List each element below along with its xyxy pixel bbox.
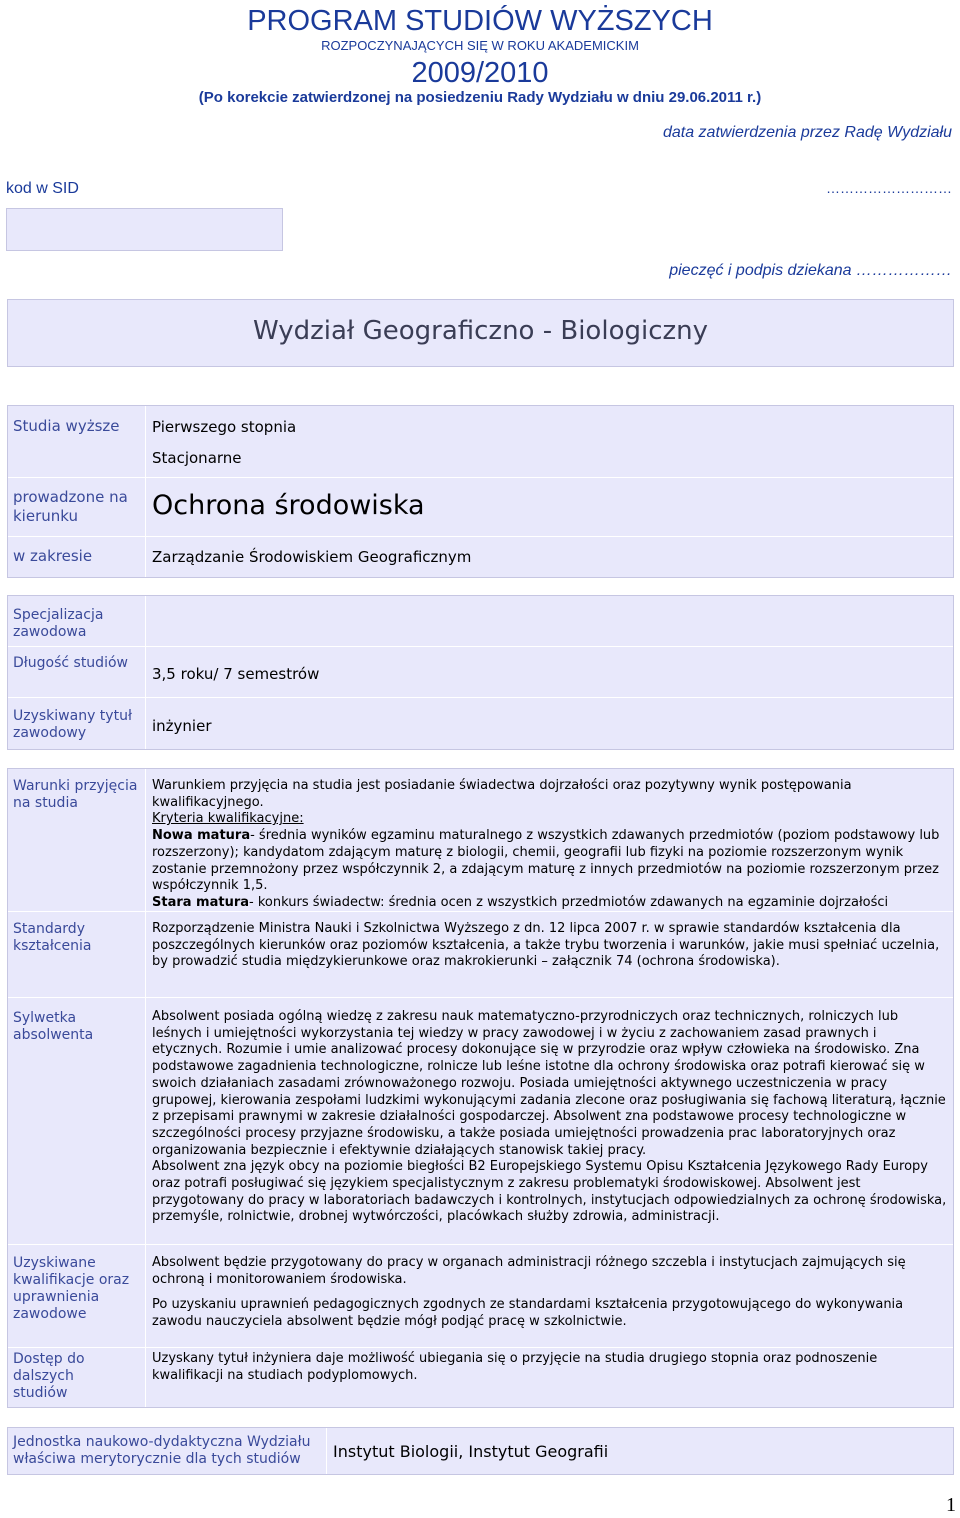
qualifications-paragraph-2: Po uzyskaniu uprawnień pedagogicznych zgodnych ze standardami kształcenia przygotowującego do wykonywania zawodu nauczyciela absolwent będzie mógł podjąć pracę w szkolnictwie. xyxy=(152,1297,904,1330)
correction-note: (Po korekcie zatwierdzonej na posiedzeniu Rady Wydziału w dniu 29.06.2011 r.) xyxy=(198,89,762,106)
program-title: PROGRAM STUDIÓW WYŻSZYCH xyxy=(247,5,713,37)
program-subtitle: ROZPOCZYNAJĄCYCH SIĘ W ROKU AKADEMICKIM xyxy=(321,38,639,53)
admission-text xyxy=(152,778,948,912)
further-studies-label: Dostęp do dalszych studiów xyxy=(13,1351,85,1401)
criteria-heading: Kryteria kwalifikacyjne: xyxy=(152,811,304,827)
new-matura-text: - średnia wyników egzaminu maturalnego z wszystkich zdawanych przedmiotów (poziom podstawowy lub rozszerzony); kandydatom zdającym maturę z biologii, chemii, geografii lub fizyki na poziomie rozszerzonym wynik zostanie przemnożony przez współczynnik 2, a zdającym maturę z innych przedmiotów na poziomie rozszerzonym przez współczynnik 1,5. xyxy=(152,828,940,894)
study-mode: Stacjonarne xyxy=(152,449,242,467)
major-name: Ochrona środowiska xyxy=(152,490,425,521)
sid-code-label: kod w SID xyxy=(6,180,79,197)
graduate-profile-text xyxy=(152,1009,948,1226)
admission-label: Warunki przyjęcia na studia xyxy=(13,778,138,811)
sid-code-field xyxy=(6,208,283,251)
specialization-box xyxy=(7,595,954,750)
faculty-box xyxy=(7,299,954,367)
unit-value: Instytut Biologii, Instytut Geografii xyxy=(333,1442,609,1461)
scope-name: Zarządzanie Środowiskiem Geograficznym xyxy=(152,548,472,566)
graduate-paragraph-1: Absolwent posiada ogólną wiedzę z zakresu nauk matematyczno-przyrodniczych oraz technicznych, rolniczych lub leśnych i umiejętności wykorzystania tej wiedzy w pracy zawodowej i w życiu z zachowaniem zasad prawnych i etycznych. Rozumie i umie analizować procesy dokonujące się w przyrodzie oraz wpływ człowieka na środowisko. Zna podstawowe zagadnienia technologiczne, rolnicze lub leśne istotne dla ochrony środowiska oraz potrafi kierować się w swoich działaniach zasadami zrównoważonego rozwoju. Posiada umiejętności aktywnego uczestniczenia w pracy grupowej, kierowania zespołami ludzkimi wykonującymi zadania zlecone oraz posługiwania się fachową literaturą, łącznie z przepisami prawnymi w zakresie działalności gospodarczej. Absolwent zna podstawowe procesy technologiczne w szczególności procesy przyjazne środowisku, a także posiada umiejętności prowadzenia prac laboratoryjnych oraz organizowania bezpiecznie i efektywnie działających stanowisk takiej pracy. xyxy=(152,1009,946,1158)
duration-label: Długość studiów xyxy=(13,655,128,671)
duration-value: 3,5 roku/ 7 semestrów xyxy=(152,665,320,683)
qualifications-paragraph-1: Absolwent będzie przygotowany do pracy w organach administracji różnego szczebla i instytucjach zajmujących się ochroną i monitorowaniem środowiska. xyxy=(152,1255,906,1287)
approval-date-label: data zatwierdzenia przez Radę Wydziału xyxy=(662,124,952,141)
graduate-paragraph-2: Absolwent zna język obcy na poziomie biegłości B2 Europejskiego Systemu Opisu Kształcenia Językowego Rady Europy oraz potrafi posługiwać się językiem specjalistycznym z zakresu problematyki środowiskowej. Absolwent jest przygotowany do pracy w laboratoriach badawczych i kontrolnych, instytucjach odpowiedzialnych za ochronę środowiska, przemyśle, rolnictwie, drobnej wytwórczości, placówkach służby zdrowia, administracji. xyxy=(152,1159,947,1225)
study-level: Pierwszego stopnia xyxy=(152,418,297,436)
study-info-box xyxy=(7,405,954,578)
graduate-profile-label: Sylwetka absolwenta xyxy=(13,1010,94,1043)
major-label: prowadzone na kierunku xyxy=(13,488,128,525)
studies-label: Studia wyższe xyxy=(13,417,120,435)
admission-intro: Warunkiem przyjęcia na studia jest posiadanie świadectwa dojrzałości oraz pozytywny wynik postępowania kwalifikacyjnego. xyxy=(152,778,852,810)
faculty-name: Wydział Geograficzno - Biologiczny xyxy=(252,316,709,346)
qualifications-text xyxy=(152,1255,948,1331)
details-box xyxy=(7,768,954,1408)
dean-stamp-label: pieczęć i podpis dziekana ……………… xyxy=(669,262,952,279)
approval-date-placeholder: ……………………… xyxy=(826,180,952,196)
standards-label: Standardy kształcenia xyxy=(13,921,92,954)
old-matura-text: - konkurs świadectw: średnia ocen z wszystkich przedmiotów zdawanych na egzaminie dojrzałości xyxy=(249,894,889,910)
academic-year: 2009/2010 xyxy=(411,57,549,89)
further-studies-text: Uzyskany tytuł inżyniera daje możliwość ubiegania się o przyjęcie na studia drugiego stopnia oraz podnoszenie kwalifikacji na studiach podyplomowych. xyxy=(152,1351,878,1383)
unit-box xyxy=(7,1427,954,1475)
qualifications-label: Uzyskiwane kwalifikacje oraz uprawnienia zawodowe xyxy=(13,1255,130,1322)
title-value: inżynier xyxy=(152,717,212,735)
specialization-label: Specjalizacja zawodowa xyxy=(13,607,104,640)
standards-text: Rozporządzenie Ministra Nauki i Szkolnictwa Wyższego z dn. 12 lipca 2007 r. w sprawie standardów kształcenia dla poszczególnych kierunków oraz poziomów kształcenia, a także trybu tworzenia i warunków, jakie musi spełniać uczelnia, by prowadzić studia międzykierunkowe oraz makrokierunki – załącznik 74 (ochrona środowiska). xyxy=(152,921,940,970)
old-matura-label: Stara matura xyxy=(152,894,250,910)
new-matura-label: Nowa matura xyxy=(152,828,251,844)
title-label: Uzyskiwany tytuł zawodowy xyxy=(13,708,132,741)
unit-label: Jednostka naukowo-dydaktyczna Wydziału właściwa merytorycznie dla tych studiów xyxy=(13,1434,311,1467)
scope-label: w zakresie xyxy=(13,547,93,565)
page-number: 1 xyxy=(946,1494,956,1516)
